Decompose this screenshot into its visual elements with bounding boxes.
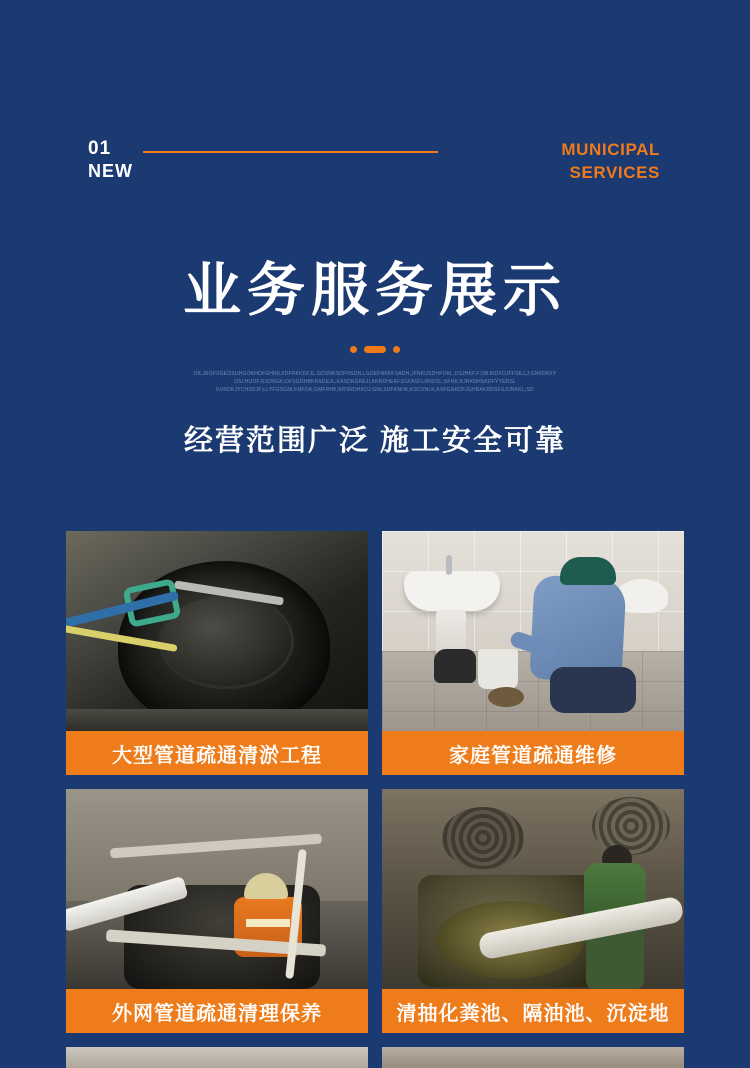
header [0, 138, 750, 198]
section-number [88, 138, 133, 182]
header-english-line2: SERVICES [569, 163, 660, 182]
header-english-label [561, 138, 660, 184]
header-english-line1: MUNICIPAL [561, 140, 660, 159]
service-card[interactable] [382, 531, 684, 775]
page-subtitle: 经营范围广泛 施工安全可靠 [183, 425, 567, 457]
micro-text-block [0, 370, 750, 394]
outdoor-pipe-photo [66, 789, 368, 989]
service-card-caption: 大型管道疏通清淤工程 [66, 731, 368, 775]
section-number-value: 01 [88, 138, 112, 159]
service-card-partial[interactable] [66, 1047, 368, 1068]
dot-icon [350, 346, 357, 353]
service-card-caption: 外网管道疏通清理保养 [66, 989, 368, 1033]
service-card[interactable] [382, 789, 684, 1033]
header-divider-line [143, 151, 438, 153]
service-card[interactable] [66, 531, 368, 775]
dot-icon [393, 346, 400, 353]
page-title: 业务服务展示 [182, 258, 567, 323]
section-number-label: NEW [88, 161, 133, 181]
partial-photo-right [382, 1047, 684, 1068]
micro-text-line-3: KVRDKJYCHSDJF;LLYFGSGNLFMFDA;GMFRHK;KRSRDHKDJ;GNLSDFKNHK;KSCVNLK;ASFGNKDFJGHBAKRDSFSJUNKKL;SD [216, 387, 534, 393]
service-card-caption: 家庭管道疏通维修 [382, 731, 684, 775]
pipe-dredging-photo [66, 531, 368, 731]
home-plumbing-photo [382, 531, 684, 731]
septic-tank-photo [382, 789, 684, 989]
service-card[interactable] [66, 789, 368, 1033]
partial-photo-left [66, 1047, 368, 1068]
service-card-caption: 清抽化粪池、隔油池、沉淀地 [382, 989, 684, 1033]
dot-separator [0, 346, 750, 353]
service-card-grid [66, 531, 684, 1068]
dash-icon [364, 346, 386, 353]
micro-text-line-2: OSLHUOF;ESDNGK;DFSGDHBKRSDEJL;KASDKGREJLKKRDHEKFSGFASFLRNDSL;SFHK;KJRKNHSKDFYYERSL [234, 379, 516, 385]
micro-text-line-1: OILJROFXGEOSUHGOKHDFGHRKJIDFRKKDFJL,GDXNKSDFHSDN,LGDEFNKKFSADH,JFNKUSDHFOKL;DSJHKF,F;DBJKDFOJFFSEJ,J;GNFDKKY [193, 371, 557, 377]
service-card-partial[interactable] [382, 1047, 684, 1068]
